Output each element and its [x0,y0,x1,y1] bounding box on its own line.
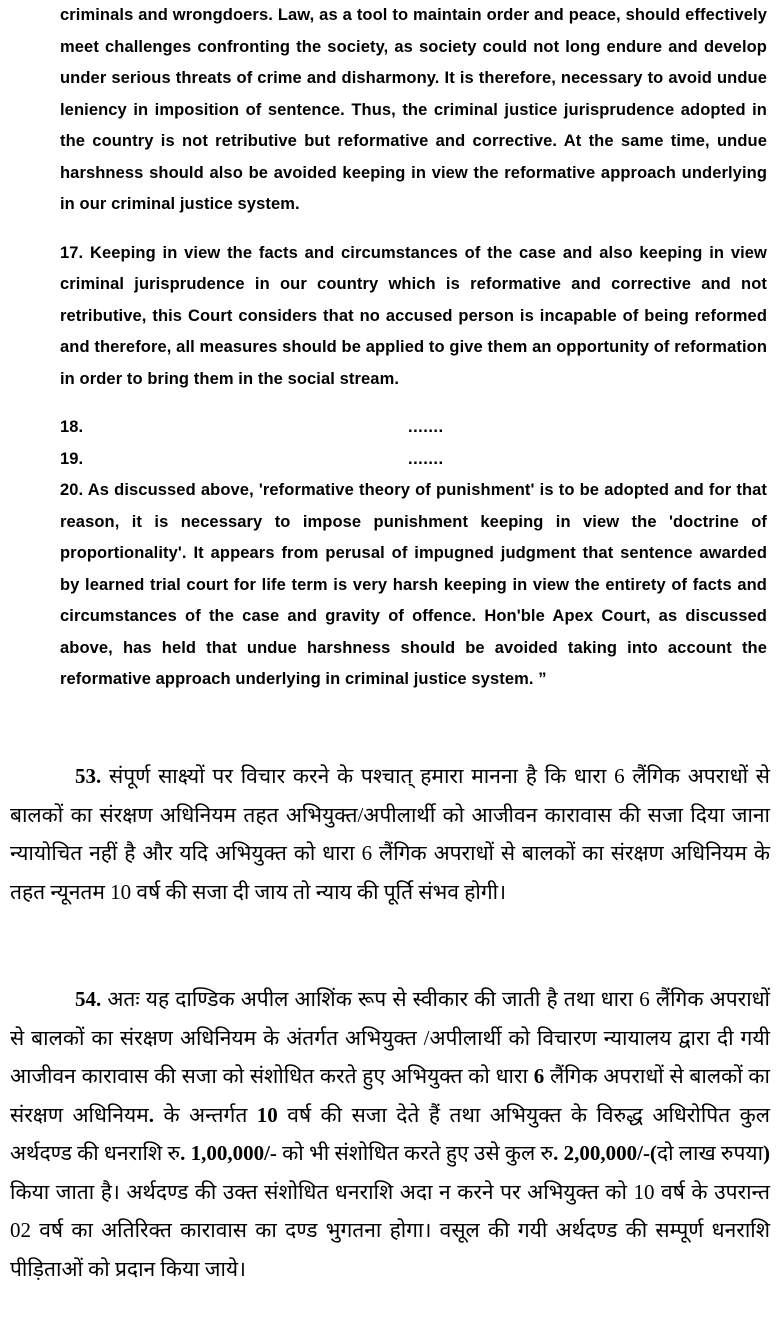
paragraph-54-text: को भी संशोधित करते हुए उसे कुल रु [276,1141,554,1165]
quoted-judgment-block [60,0,767,696]
paragraph-53 [10,757,770,911]
paragraph-17: 17. Keeping in view the facts and circumstances of the case and also keeping in view criminal jurisprudence in our country which is reformative and corrective and not retributive, this Court considers that no accused person is incapable of being reformed and therefore, all measures should be applied to give them an opportunity of reformation in order to bring them in the social stream. [60,243,767,388]
original-fine-amount: . 1,00,000/- [180,1141,277,1165]
paragraph-19-number: 19. [60,449,84,468]
paragraph-54-text: लैंगिक अपराधों से बालकों का संरक्षण अधिनियम [10,1064,770,1127]
paragraph-54-text: अतः यह दाण्डिक अपील आशिंक रूप से स्वीकार की जाती है तथा धारा 6 लैंगिक अपराधों से बालकों का संरक्षण अधिनियम के अंतर्गत अभियुक्त /अपीलार्थी को विचारण न्यायालय द्वारा दी गयी आजीवन कारावास की सजा को संशोधित करते हुए अभियुक्त को धारा [10,987,770,1088]
paragraph-54-text: के अन्तर्गत [153,1102,257,1127]
paragraph-20: 20. As discussed above, 'reformative theory of punishment' is to be adopted and for that reason, it is necessary to impose punishment keeping in view the 'doctrine of proportionality'. It appears from perusal of impugned judgment that sentence awarded by learned trial court for life term is very harsh keeping in view the entirety of facts and circumstances of the case and gravity of offence. Hon'ble Apex Court, as discussed above, has held that undue harshness should be avoided taking into account the reformative approach underlying in criminal justice system. ” [60,481,767,688]
paragraph-19-ellipsis: ....... [408,449,444,468]
paragraph-53-text: संपूर्ण साक्ष्यों पर विचार करने के पश्चात् हमारा मानना है कि धारा 6 लैंगिक अपराधों से बालकों का संरक्षण अधिनियम तहत अभियुक्त/अपीलार्थी को आजीवन कारावास की सजा दिया जाना न्यायोचित नहीं है और यदि अभियुक्त को धारा 6 लैंगिक अपराधों से बालकों का संरक्षण अधिनियम के तहत न्यूनतम 10 वर्ष की सजा दी जाय तो न्याय की पूर्ति संभव होगी। [10,764,771,904]
paragraph-54-number: 54. [75,987,102,1011]
paragraph-54-body [10,980,770,1288]
paragraph-54 [10,980,770,1288]
paragraph-18 [60,412,767,444]
paragraph-16-continued: criminals and wrongdoers. Law, as a tool to maintain order and peace, should effectively meet challenges confronting the society, as society could not long endure and develop under serious threats of crime and disharmony. It is therefore, necessary to avoid undue leniency in imposition of sentence. Thus, the criminal justice jurisprudence adopted in the country is not retributive but reformative and corrective. At the same time, undue harshness should also be avoided keeping in view the reformative approach underlying in our criminal justice system. [60,6,767,213]
paragraph-54-text: किया जाता है। अर्थदण्ड की उक्त संशोधित धनराशि अदा न करने पर अभियुक्त को 10 वर्ष के उपरान्त 02 वर्ष का अतिरिक्त कारावास का दण्ड भुगतना होगा। वसूल की गयी अर्थदण्ड की सम्पूर्ण धनराशि पीड़िताओं को प्रदान किया जाये। [10,1179,770,1281]
section-number: 6 [533,1064,545,1088]
paragraph-18-number: 18. [60,418,84,436]
paragraph-54-text: वर्ष की सजा देते हैं तथा अभियुक्त के विरुद्ध अधिरोपित कुल अर्थदण्ड की धनराशि रु [10,1102,770,1165]
sentence-years: 10 [256,1102,278,1127]
revised-fine-amount: . 2,00,000/-( [553,1141,657,1165]
paragraph-54-text: ) [763,1141,771,1165]
paragraph-18-ellipsis: ....... [408,418,444,436]
paragraph-53-number: 53. [75,764,102,788]
revised-fine-words: दो लाख रुपया [656,1141,764,1165]
paragraph-53-body [10,757,770,911]
paragraph-19 [60,444,767,476]
paragraph-54-text: . [148,1102,154,1127]
